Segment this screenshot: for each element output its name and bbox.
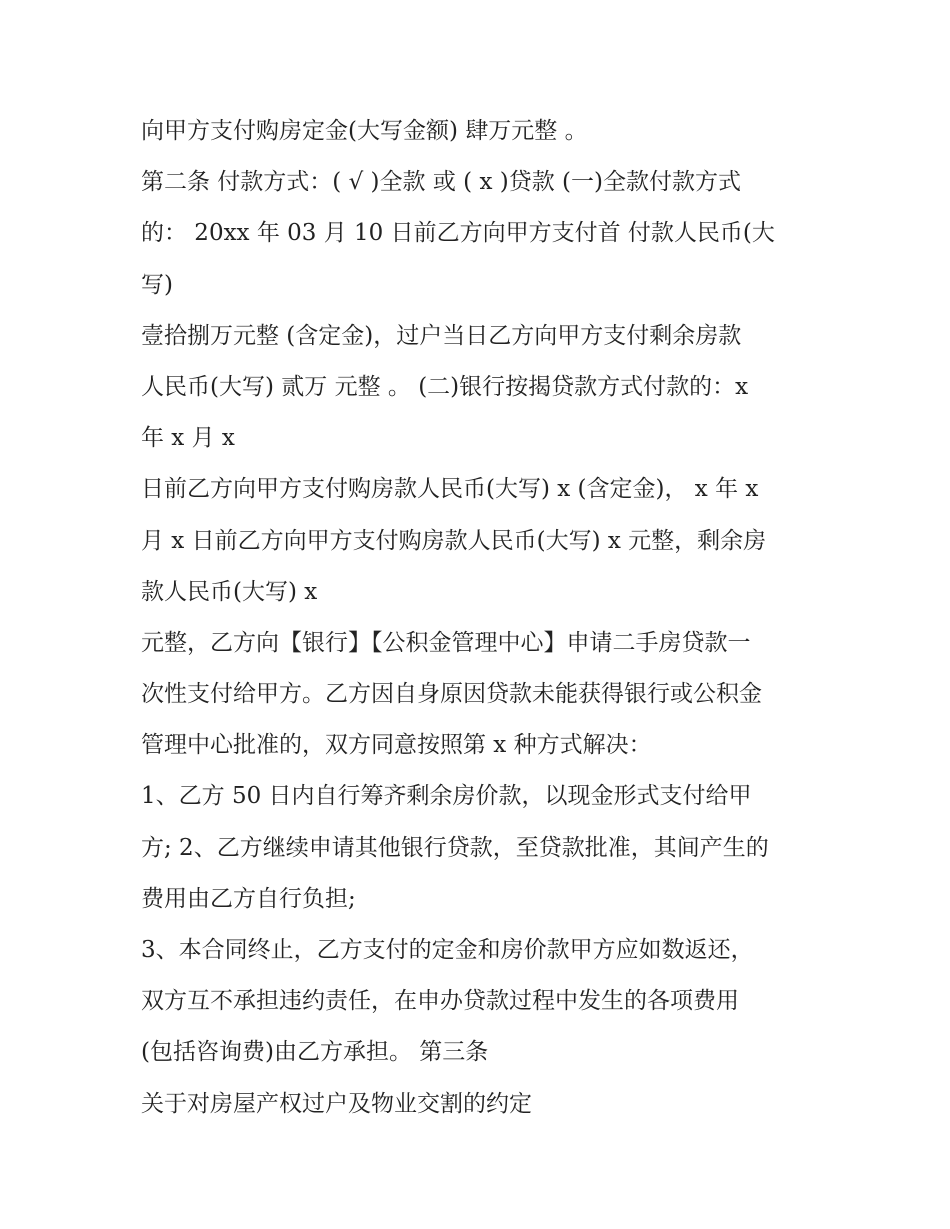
text-line-19: (包括咨询费)由乙方承担。 第三条 xyxy=(141,1039,489,1066)
text-line-2: 第二条 付款方式：( √ )全款 或 ( x )贷款 (一)全款付款方式 xyxy=(141,169,741,196)
text-line-12: 次性支付给甲方。乙方因自身原因贷款未能获得银行或公积金 xyxy=(141,681,762,708)
text-line-5: 壹拾捌万元整 (含定金)，过户当日乙方向甲方支付剩余房款 xyxy=(141,322,742,349)
text-line-17: 3、本合同终止，乙方支付的定金和房价款甲方应如数返还， xyxy=(141,937,754,963)
text-line-10: 款人民币(大写) x xyxy=(141,578,318,605)
text-line-18: 双方互不承担违约责任，在申办贷款过程中发生的各项费用 xyxy=(141,988,739,1015)
text-line-11: 元整，乙方向【银行】【公积金管理中心】申请二手房贷款一 xyxy=(141,629,751,656)
text-line-16: 费用由乙方自行负担; xyxy=(141,885,356,912)
text-line-20: 关于对房屋产权过户及物业交割的约定 xyxy=(141,1090,532,1117)
text-line-15: 方; 2、乙方继续申请其他银行贷款，至贷款批准，其间产生的 xyxy=(141,834,769,861)
text-line-9: 月 x 日前乙方向甲方支付购房款人民币(大写) x 元整，剩余房 xyxy=(141,527,767,554)
text-line-13: 管理中心批准的，双方同意按照第 x 种方式解决： xyxy=(141,732,652,759)
text-line-7: 年 x 月 x xyxy=(141,425,235,452)
text-line-4: 写) xyxy=(141,271,173,298)
text-line-1: 向甲方支付购房定金(大写金额) 肆万元整 。 xyxy=(141,118,588,144)
text-line-3: 的： 20xx 年 03 月 10 日前乙方向甲方支付首 付款人民币(大 xyxy=(141,220,775,247)
text-line-6: 人民币(大写) 贰万 元整 。 (二)银行按揭贷款方式付款的：x xyxy=(141,373,749,400)
contract-text xyxy=(141,106,831,1130)
text-line-8: 日前乙方向甲方支付购房款人民币(大写) x (含定金)， x 年 x xyxy=(141,476,759,503)
text-line-14: 1、乙方 50 日内自行筹齐剩余房价款，以现金形式支付给甲 xyxy=(141,783,752,810)
